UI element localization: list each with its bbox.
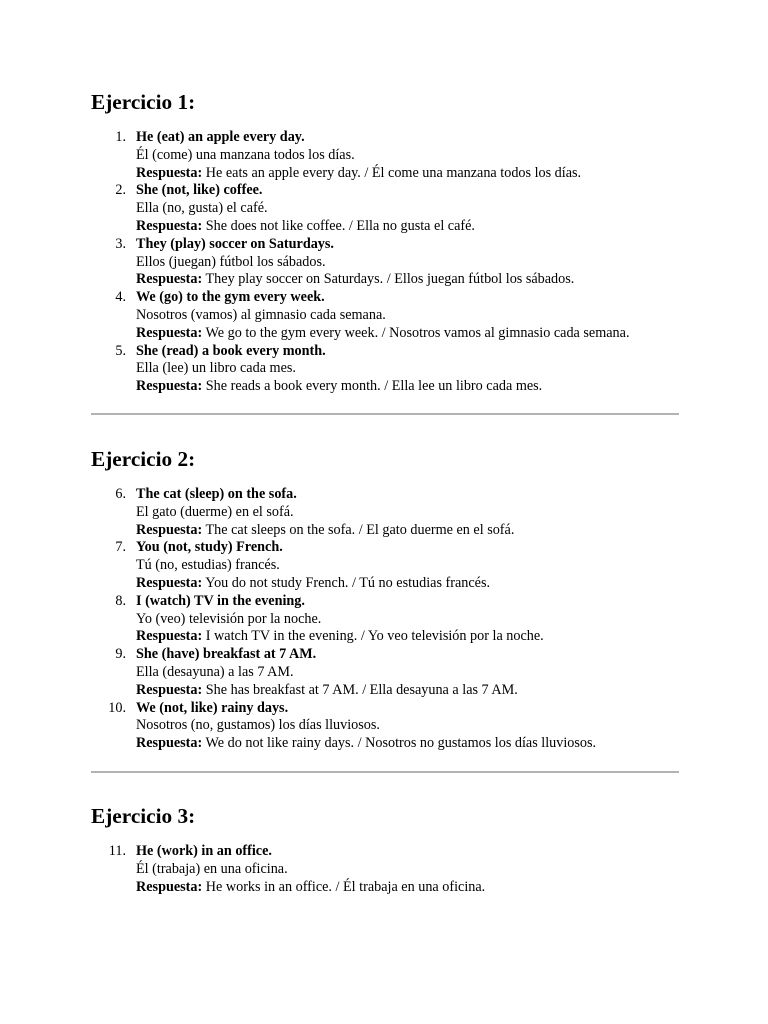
item-number: 5. (115, 342, 126, 359)
item-number: 2. (115, 182, 126, 199)
item-number: 7. (115, 539, 126, 556)
section-title-1: Ejercicio 1: (91, 90, 196, 114)
item-number: 1. (115, 129, 126, 145)
answer-label: Respuesta: (136, 217, 203, 234)
section-title-2: Ejercicio 2: (91, 447, 196, 471)
spanish-prompt: El gato (duerme) en el sofá. (136, 503, 294, 520)
item-number: 11. (108, 843, 126, 859)
answer-line (136, 522, 679, 540)
item-number: 10. (108, 699, 126, 716)
answer-label: Respuesta: (136, 735, 203, 752)
spanish-prompt: Él (come) una manzana todos los días. (136, 146, 355, 163)
item-number: 9. (115, 646, 126, 663)
answer-text: We do not like rainy days. / Nosotros no gustamos los días lluviosos. (205, 735, 597, 752)
answer-label: Respuesta: (136, 271, 203, 288)
answer-text: The cat sleeps on the sofa. / El gato duerme en el sofá. (205, 521, 515, 538)
answer-line (136, 735, 679, 753)
english-prompt: She (have) breakfast at 7 AM. (136, 646, 317, 663)
answer-label: Respuesta: (136, 574, 203, 591)
section-divider (91, 413, 679, 415)
item-number: 3. (115, 235, 126, 252)
answer-label: Respuesta: (136, 681, 203, 698)
english-prompt: The cat (sleep) on the sofa. (136, 486, 297, 502)
answer-line (136, 165, 679, 183)
list-item (91, 700, 679, 753)
list-item (91, 843, 679, 896)
answer-text: She does not like coffee. / Ella no gusta el café. (205, 217, 475, 234)
exercise-list-1 (91, 129, 679, 396)
answer-line (136, 378, 679, 396)
english-prompt: She (not, like) coffee. (136, 182, 263, 199)
spanish-prompt: Ella (no, gusta) el café. (136, 200, 268, 217)
english-prompt: They (play) soccer on Saturdays. (136, 235, 334, 252)
spanish-prompt: Nosotros (no, gustamos) los días lluviosos. (136, 717, 380, 734)
item-number: 8. (115, 592, 126, 609)
spanish-prompt: Él (trabaja) en una oficina. (136, 860, 288, 877)
english-prompt: We (not, like) rainy days. (136, 699, 289, 716)
spanish-prompt: Ella (lee) un libro cada mes. (136, 360, 296, 377)
answer-line (136, 682, 679, 700)
section-title-3: Ejercicio 3: (91, 804, 196, 828)
list-item (91, 539, 679, 592)
list-item (91, 236, 679, 289)
answer-line (136, 575, 679, 593)
english-prompt: He (work) in an office. (136, 843, 272, 859)
list-item (91, 646, 679, 699)
answer-text: He eats an apple every day. / Él come una manzana todos los días. (205, 164, 582, 181)
answer-label: Respuesta: (136, 164, 203, 181)
answer-line (136, 628, 679, 646)
list-item (91, 182, 679, 235)
answer-text: He works in an office. / Él trabaja en una oficina. (205, 878, 486, 895)
spanish-prompt: Yo (veo) televisión por la noche. (136, 610, 322, 627)
list-item (91, 289, 679, 342)
answer-text: They play soccer on Saturdays. / Ellos juegan fútbol los sábados. (205, 271, 575, 288)
answer-label: Respuesta: (136, 521, 203, 538)
english-prompt: We (go) to the gym every week. (136, 289, 325, 306)
spanish-prompt: Nosotros (vamos) al gimnasio cada semana. (136, 306, 386, 323)
list-item (91, 343, 679, 396)
answer-line (136, 271, 679, 289)
section-divider (91, 771, 679, 773)
list-item (91, 129, 679, 182)
answer-text: I watch TV in the evening. / Yo veo televisión por la noche. (205, 628, 544, 645)
answer-text: You do not study French. / Tú no estudias francés. (205, 574, 491, 591)
english-prompt: You (not, study) French. (136, 539, 283, 556)
item-number: 4. (115, 289, 126, 306)
spanish-prompt: Tú (no, estudias) francés. (136, 557, 280, 574)
answer-label: Respuesta: (136, 628, 203, 645)
answer-label: Respuesta: (136, 324, 203, 341)
spanish-prompt: Ella (desayuna) a las 7 AM. (136, 663, 294, 680)
answer-label: Respuesta: (136, 878, 203, 895)
exercise-list-2 (91, 486, 679, 753)
answer-text: We go to the gym every week. / Nosotros vamos al gimnasio cada semana. (205, 324, 630, 341)
english-prompt: He (eat) an apple every day. (136, 129, 305, 145)
exercise-list-3 (91, 843, 679, 896)
english-prompt: She (read) a book every month. (136, 342, 326, 359)
answer-label: Respuesta: (136, 378, 203, 395)
answer-text: She reads a book every month. / Ella lee un libro cada mes. (205, 378, 543, 395)
list-item (91, 593, 679, 646)
item-number: 6. (115, 486, 126, 502)
answer-line (136, 218, 679, 236)
answer-text: She has breakfast at 7 AM. / Ella desayuna a las 7 AM. (205, 681, 518, 698)
list-item (91, 486, 679, 539)
answer-line (136, 325, 679, 343)
english-prompt: I (watch) TV in the evening. (136, 592, 305, 609)
answer-line (136, 879, 679, 897)
spanish-prompt: Ellos (juegan) fútbol los sábados. (136, 253, 326, 270)
